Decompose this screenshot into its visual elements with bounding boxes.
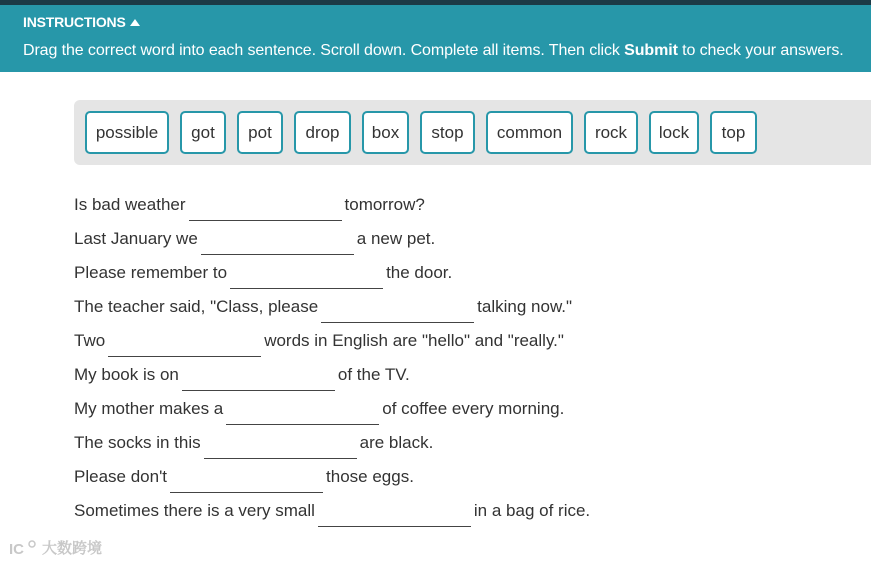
word-tile-got[interactable]: got xyxy=(180,111,226,154)
sentence-row: Please remember to the door. xyxy=(74,256,864,290)
sentence-row: Two words in English are "hello" and "really." xyxy=(74,324,864,358)
word-tile-lock[interactable]: lock xyxy=(649,111,699,154)
instructions-banner xyxy=(0,5,871,72)
watermark-logo-icon xyxy=(8,538,38,558)
word-tile-possible[interactable]: possible xyxy=(85,111,169,154)
sentence-row: The teacher said, "Class, please talking now." xyxy=(74,290,864,324)
watermark xyxy=(8,537,102,558)
caret-up-icon xyxy=(130,19,140,26)
sentence-row: The socks in this are black. xyxy=(74,426,864,460)
word-bank xyxy=(74,100,871,165)
word-tile-stop[interactable]: stop xyxy=(420,111,475,154)
word-tile-box[interactable]: box xyxy=(362,111,409,154)
svg-text:IC: IC xyxy=(9,540,24,558)
word-tile-rock[interactable]: rock xyxy=(584,111,638,154)
drop-target[interactable] xyxy=(204,426,357,459)
word-tile-drop[interactable]: drop xyxy=(294,111,351,154)
sentence-row: My mother makes a of coffee every morning. xyxy=(74,392,864,426)
word-tile-pot[interactable]: pot xyxy=(237,111,283,154)
sentence-row: Last January we a new pet. xyxy=(74,222,864,256)
sentence-row: Please don't those eggs. xyxy=(74,460,864,494)
word-tile-common[interactable]: common xyxy=(486,111,573,154)
submit-keyword: Submit xyxy=(624,42,678,59)
instructions-text: Drag the correct word into each sentence. Scroll down. Complete all items. Then click Submit to check your answers. xyxy=(23,42,844,59)
drop-target[interactable] xyxy=(226,392,379,425)
sentence-row: My book is on of the TV. xyxy=(74,358,864,392)
drop-target[interactable] xyxy=(108,324,261,357)
drop-target[interactable] xyxy=(201,222,354,255)
sentence-row: Sometimes there is a very small in a bag of rice. xyxy=(74,494,864,528)
drop-target[interactable] xyxy=(170,460,323,493)
drop-target[interactable] xyxy=(189,188,342,221)
drop-target[interactable] xyxy=(318,494,471,527)
watermark-text: 大数跨境 xyxy=(42,540,103,557)
instructions-title: INSTRUCTIONS xyxy=(23,14,126,30)
word-tile-top[interactable]: top xyxy=(710,111,757,154)
drop-target[interactable] xyxy=(230,256,383,289)
sentence-row: Is bad weather tomorrow? xyxy=(74,188,864,222)
instructions-toggle[interactable] xyxy=(23,14,140,30)
drop-target[interactable] xyxy=(182,358,335,391)
drop-target[interactable] xyxy=(321,290,474,323)
